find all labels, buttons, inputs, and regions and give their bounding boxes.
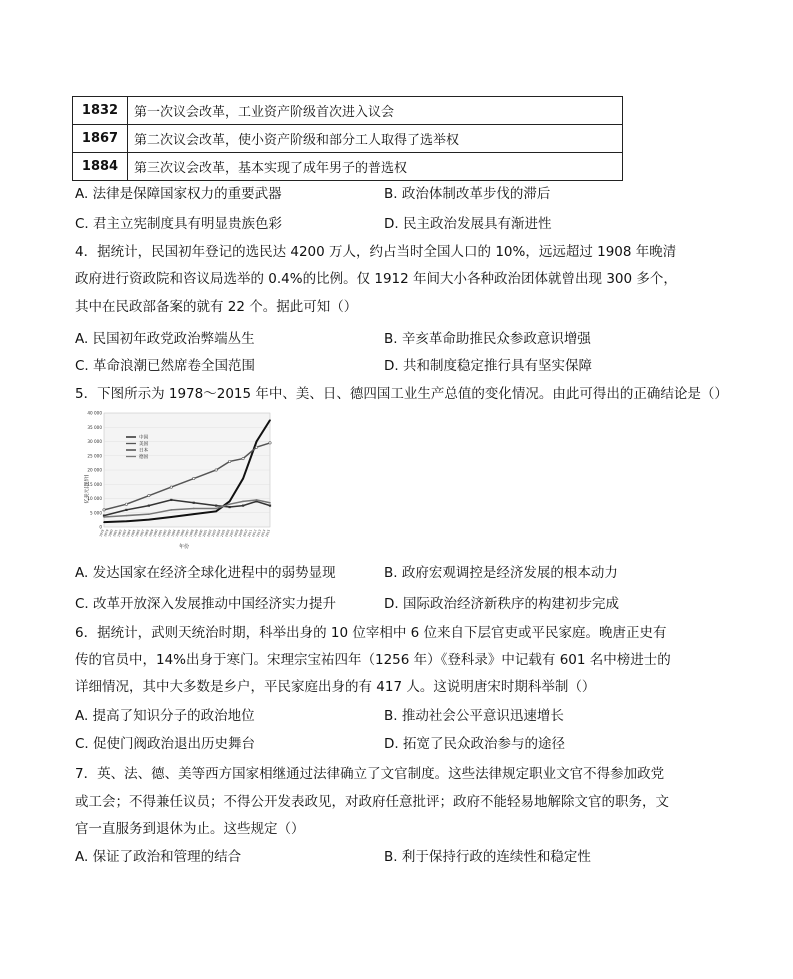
q3-option-b[interactable]: B. 政治体制改革步伐的滞后 <box>384 186 551 202</box>
data-point <box>255 446 257 448</box>
x-tick-label: 1997 <box>183 528 191 538</box>
x-tick-label: 1991 <box>156 528 164 538</box>
x-tick-label: 2003 <box>210 528 218 538</box>
data-point <box>215 511 217 513</box>
x-tick-label: 1985 <box>129 528 137 538</box>
data-point <box>269 419 271 421</box>
x-tick-label: 2000 <box>197 528 204 538</box>
data-point <box>256 499 258 501</box>
x-tick-label: 1984 <box>125 528 132 538</box>
y-axis-label: 亿美元(现价) <box>84 474 90 504</box>
x-tick-label: 1980 <box>107 528 114 538</box>
q3-option-d[interactable]: D. 民主政治发展具有渐进性 <box>384 216 552 232</box>
x-tick-label: 1993 <box>165 528 173 538</box>
q4-option-a[interactable]: A. 民国初年政党政治弊端丛生 <box>75 331 255 347</box>
legend-label: 美国 <box>139 442 149 448</box>
table-row <box>73 97 623 125</box>
legend-label: 德国 <box>139 455 149 461</box>
x-axis-label: 年份 <box>178 544 190 550</box>
data-point <box>215 508 217 510</box>
x-tick-label: 1979 <box>103 528 110 538</box>
data-point <box>148 513 150 515</box>
data-point <box>126 521 128 523</box>
industrial-output-chart <box>84 409 274 551</box>
data-point <box>170 509 172 511</box>
x-tick-label: 2005 <box>219 528 227 538</box>
data-point <box>193 477 195 479</box>
q7-stem-line: 官一直服务到退休为止。这些规定（） <box>75 821 305 837</box>
x-tick-label: 1992 <box>161 528 168 538</box>
x-tick-label: 1999 <box>192 528 200 538</box>
data-point <box>125 503 127 505</box>
data-point <box>215 469 217 471</box>
y-tick-label: 5 000 <box>90 510 102 516</box>
x-tick-label: 2008 <box>233 528 240 538</box>
x-tick-label: 2006 <box>224 528 231 538</box>
data-point <box>148 494 150 496</box>
table-cell-text: 第三次议会改革，基本实现了成年男子的普选权 <box>128 153 623 181</box>
x-tick-label: 1998 <box>188 528 195 538</box>
q6-stem-line: 6．据统计，武则天统治时期，科举出身的 10 位宰相中 6 位来自下层官吏或平民家庭。晚唐正史有 <box>75 625 667 641</box>
x-tick-label: 2013 <box>255 528 262 538</box>
data-point <box>242 505 244 507</box>
q5-option-b[interactable]: B. 政府宏观调控是经济发展的根本动力 <box>384 565 618 581</box>
q6-stem-line: 传的官员中，14%出身于寒门。宋理宗宝祐四年（1256 年）《登科录》中记载有 601 名中榜进士的 <box>75 652 671 668</box>
x-tick-label: 2007 <box>228 528 236 538</box>
x-tick-label: 1987 <box>138 528 146 538</box>
q4-stem-line: 政府进行资政院和咨议局选举的 0.4%的比例。仅 1912 年间大小各种政治团体就曾出现 300 多个， <box>75 271 677 287</box>
x-tick-label: 1988 <box>143 528 150 538</box>
x-tick-label: 1982 <box>116 528 123 538</box>
data-point <box>215 505 217 507</box>
q3-option-c[interactable]: C. 君主立宪制度具有明显贵族色彩 <box>75 216 283 232</box>
q6-option-d[interactable]: D. 拓宽了民众政治参与的途径 <box>384 736 565 752</box>
data-point <box>269 502 271 504</box>
x-tick-label: 2002 <box>206 528 213 538</box>
data-point <box>125 509 127 511</box>
data-point <box>256 441 258 443</box>
q5-option-a[interactable]: A. 发达国家在经济全球化进程中的弱势显现 <box>75 565 336 581</box>
x-tick-label: 1996 <box>179 528 186 538</box>
x-tick-label: 1995 <box>174 528 182 538</box>
x-tick-label: 2010 <box>242 528 249 538</box>
data-point <box>269 442 271 444</box>
q4-option-b[interactable]: B. 辛亥革命助推民众参政意识增强 <box>384 331 591 347</box>
y-tick-label: 40 000 <box>87 410 102 416</box>
q5-option-c[interactable]: C. 改革开放深入发展推动中国经济实力提升 <box>75 596 337 612</box>
x-tick-label: 1986 <box>134 528 141 538</box>
q6-option-a[interactable]: A. 提高了知识分子的政治地位 <box>75 708 255 724</box>
data-point <box>103 521 105 523</box>
y-tick-label: 15 000 <box>87 481 102 487</box>
q7-option-b[interactable]: B. 利于保持行政的连续性和稳定性 <box>384 849 591 865</box>
data-point <box>242 478 244 480</box>
x-tick-label: 2004 <box>215 528 222 538</box>
y-tick-label: 20 000 <box>87 467 102 473</box>
data-point <box>170 486 172 488</box>
q4-option-d[interactable]: D. 共和制度稳定推行具有坚实保障 <box>384 358 592 374</box>
q6-stem-line: 详细情况，其中大多数是乡户，平民家庭出身的有 417 人。这说明唐宋时期科举制（） <box>75 679 596 695</box>
y-tick-label: 10 000 <box>87 496 102 502</box>
data-point <box>229 501 231 503</box>
table-row <box>73 153 623 181</box>
table-row <box>73 125 623 153</box>
x-tick-label: 2009 <box>237 528 245 538</box>
legend-label: 日本 <box>139 448 149 454</box>
data-point <box>170 499 172 501</box>
data-point <box>229 506 231 508</box>
q3-option-a[interactable]: A. 法律是保障国家权力的重要武器 <box>75 186 282 202</box>
legend-label: 中国 <box>139 435 149 441</box>
table-cell-text: 第一次议会改革，工业资产阶级首次进入议会 <box>128 97 623 125</box>
y-tick-label: 0 <box>99 524 102 530</box>
data-point <box>126 515 128 517</box>
data-point <box>242 501 244 503</box>
data-point <box>103 509 105 511</box>
data-point <box>193 508 195 510</box>
q5-stem: 5．下图所示为 1978～2015 年中、美、日、德四国工业生产总值的变化情况。由此可得出的正确结论是（） <box>75 386 728 402</box>
q7-stem-line: 或工会；不得兼任议员；不得公开发表政见，对政府任意批评；政府不能轻易地解除文官的职务，文 <box>75 794 669 810</box>
x-tick-label: 1983 <box>121 528 128 538</box>
x-tick-label: 2001 <box>201 528 209 538</box>
data-point <box>170 516 172 518</box>
x-tick-label: 2014 <box>260 528 267 538</box>
data-point <box>148 505 150 507</box>
table-cell-year: 1832 <box>73 97 128 125</box>
x-tick-label: 2011 <box>246 528 253 538</box>
reform-table <box>72 96 623 181</box>
data-point <box>148 519 150 521</box>
q4-stem-line: 4．据统计，民国初年登记的选民达 4200 万人，约占当时全国人口的 10%，远远超过 1908 年晚清 <box>75 244 677 260</box>
x-tick-label: 1989 <box>147 528 155 538</box>
data-point <box>228 460 230 462</box>
data-point <box>242 457 244 459</box>
x-tick-label: 2012 <box>251 528 258 538</box>
data-point <box>269 505 271 507</box>
q5-option-d[interactable]: D. 国际政治经济新秩序的构建初步完成 <box>384 596 619 612</box>
q4-option-c[interactable]: C. 革命浪潮已然席卷全国范围 <box>75 358 256 374</box>
data-point <box>103 516 105 518</box>
data-point <box>193 502 195 504</box>
table-cell-text: 第二次议会改革，使小资产阶级和部分工人取得了选举权 <box>128 125 623 153</box>
q6-option-c[interactable]: C. 促使门阀政治退出历史舞台 <box>75 736 256 752</box>
q7-option-a[interactable]: A. 保证了政治和管理的结合 <box>75 849 242 865</box>
table-cell-year: 1867 <box>73 125 128 153</box>
q6-option-b[interactable]: B. 推动社会公平意识迅速增长 <box>384 708 564 724</box>
q4-stem-line: 其中在民政部备案的就有 22 个。据此可知（） <box>75 299 358 315</box>
data-point <box>229 503 231 505</box>
x-axis-ticks <box>99 529 271 538</box>
data-point <box>193 513 195 515</box>
table-cell-year: 1884 <box>73 153 128 181</box>
q7-stem-line: 7．英、法、德、美等西方国家相继通过法律确立了文官制度。这些法律规定职业文官不得参加政党 <box>75 766 665 782</box>
x-tick-label: 1981 <box>112 528 119 538</box>
y-axis-ticks <box>87 411 102 530</box>
y-tick-label: 25 000 <box>87 453 102 459</box>
x-tick-label: 1994 <box>170 528 177 538</box>
y-tick-label: 30 000 <box>87 439 102 445</box>
x-tick-label: 2015 <box>264 528 271 538</box>
y-tick-label: 35 000 <box>87 424 102 430</box>
x-tick-label: 1978 <box>98 528 105 538</box>
x-tick-label: 1990 <box>152 528 159 538</box>
